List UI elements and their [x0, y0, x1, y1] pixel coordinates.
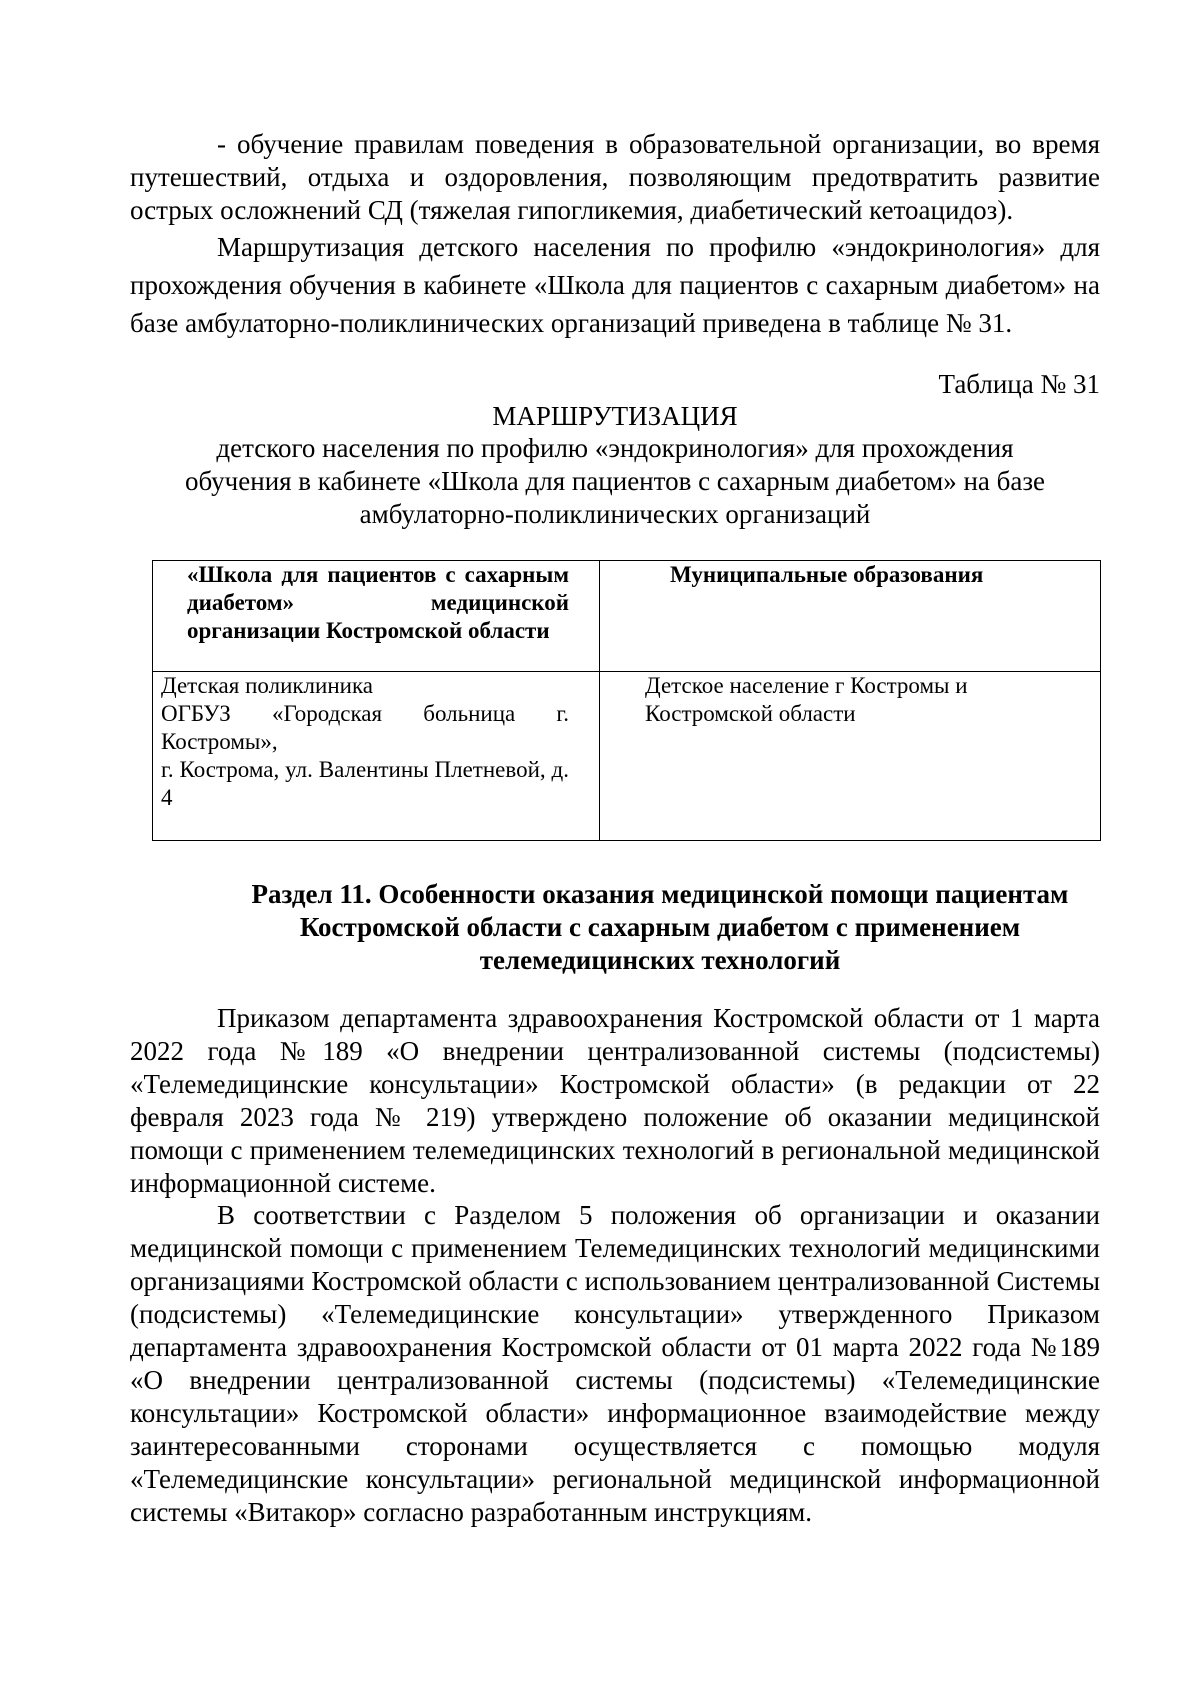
intro-paragraph-2	[130, 228, 1100, 342]
routing-table	[152, 560, 1101, 841]
section-paragraph-2-text: В соответствии с Разделом 5 положения об организации и оказании медицинской помощи с применением Телемедицинских технологий медицинскими организациями Костромской области с использованием централизованной Системы (подсистемы) «Телемедицинские консультации» утвержденного Приказом департамента здравоохранения Костромской области от 01 марта 2022 года №189 «О внедрении централизованной системы (подсистемы) «Телемедицинские консультации» Костромской области» информационное взаимодействие между заинтересованными сторонами осуществляется с помощью модуля «Телемедицинские консультации» региональной медицинской информационной системы «Витакор» согласно разработанным инструкциям.	[130, 1200, 1100, 1527]
intro-paragraph-1-text: - обучение правилам поведения в образовательной организации, во время путешествий, отдыха и оздоровления, позволяющим предотвратить развитие острых осложнений СД (тяжелая гипогликемия, диабетический кетоацидоз).	[130, 129, 1100, 225]
cell-organization	[153, 672, 600, 841]
header-school-column: «Школа для пациентов с сахарным диабетом» медицинской организации Костромской области	[153, 561, 600, 672]
intro-paragraph-1	[130, 128, 1100, 227]
table-title: МАРШРУТИЗАЦИЯ	[492, 401, 738, 431]
table-subtitle	[130, 432, 1100, 531]
section-heading-line: телемедицинских технологий	[479, 945, 841, 975]
table-row	[153, 672, 1101, 841]
organization-line: г. Кострома, ул. Валентины Плетневой, д. 4	[161, 757, 569, 810]
header-municipalities-column: Муниципальные образования	[600, 561, 1101, 672]
table-subtitle-line: обучения в кабинете «Школа для пациентов с сахарным диабетом» на базе	[184, 466, 1046, 496]
intro-paragraph-2-text: Маршрутизация детского населения по профилю «эндокринология» для прохождения обучения в кабинете «Школа для пациентов с сахарным диабетом» на базе амбулаторно-поликлинических организаций приведена в таблице № 31.	[130, 232, 1100, 338]
table-header-row	[153, 561, 1101, 672]
organization-line: Детская поликлиника	[161, 673, 373, 698]
section-heading-line: Раздел 11. Особенности оказания медицинской помощи пациентам	[251, 879, 1069, 909]
section-paragraph-1	[130, 1002, 1100, 1200]
section-heading-line: Костромской области с сахарным диабетом с применением	[299, 912, 1021, 942]
section-paragraph-2	[130, 1199, 1100, 1529]
section-paragraph-1-text: Приказом департамента здравоохранения Костромской области от 1 марта 2022 года №189 «О внедрении централизованной системы (подсистемы) «Телемедицинские консультации» Костромской области» (в редакции от 22 февраля 2023 года № 219) утверждено положение об оказании медицинской помощи с применением телемедицинских технологий в региональной медицинской информационной системе.	[130, 1003, 1100, 1198]
organization-line: ОГБУЗ «Городская больница г. Костромы»,	[161, 701, 569, 754]
section-heading	[220, 878, 1100, 977]
table-number-label: Таблица № 31	[938, 369, 1100, 399]
table-subtitle-line: детского населения по профилю «эндокринология» для прохождения	[216, 433, 1014, 463]
table-subtitle-line: амбулаторно-поликлинических организаций	[359, 499, 871, 529]
cell-municipalities: Детское население г Костромы и Костромской области	[600, 672, 1101, 841]
